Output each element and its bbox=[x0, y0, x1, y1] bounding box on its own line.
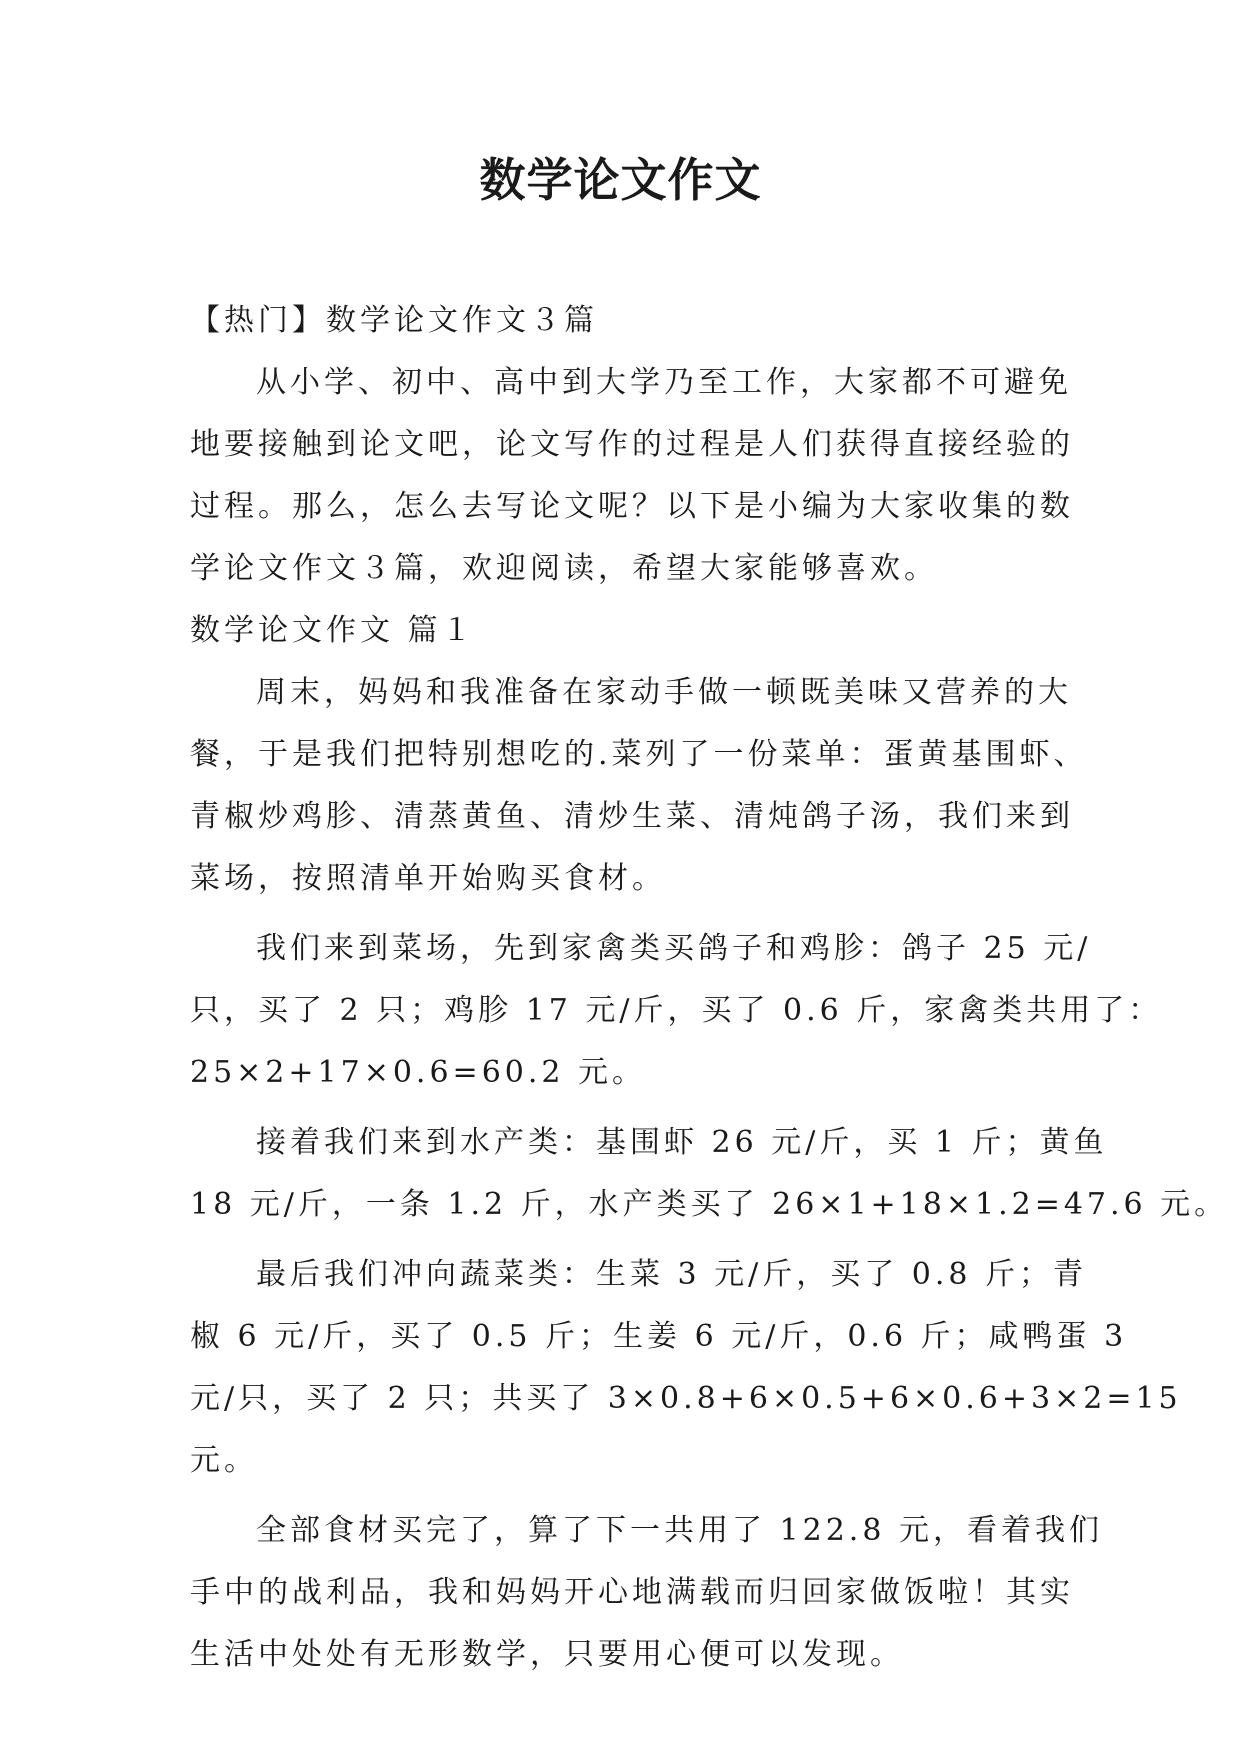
text-line: 18 元/斤，一条 1.2 斤，水产类买了 26×1+18×1.2=47.6 元。 bbox=[190, 1187, 1229, 1222]
page-title: 数学论文作文 bbox=[479, 153, 762, 207]
text-line: 菜场，按照清单开始购买食材。 bbox=[190, 861, 666, 896]
text-line: 椒 6 元/斤，买了 0.5 斤；生姜 6 元/斤，0.6 斤；咸鸭蛋 3 bbox=[190, 1319, 1128, 1354]
text-line: 学论文作文３篇，欢迎阅读，希望大家能够喜欢。 bbox=[190, 551, 938, 586]
text-line: 生活中处处有无形数学，只要用心便可以发现。 bbox=[190, 1637, 904, 1672]
text-line: 元。 bbox=[190, 1443, 258, 1478]
text-line: 餐，于是我们把特别想吃的.菜列了一份菜单：蛋黄基围虾、 bbox=[190, 737, 1088, 772]
text-line: 只，买了 2 只；鸡胗 17 元/斤，买了 0.6 斤，家禽类共用了： bbox=[190, 993, 1163, 1028]
text-line: 青椒炒鸡胗、清蒸黄鱼、清炒生菜、清炖鸽子汤，我们来到 bbox=[190, 799, 1074, 834]
text-line: 过程。那么，怎么去写论文呢？以下是小编为大家收集的数 bbox=[190, 489, 1074, 524]
text-line: 25×2+17×0.6=60.2 元。 bbox=[190, 1055, 647, 1090]
text-line: 元/只，买了 2 只；共买了 3×0.8+6×0.5+6×0.6+3×2=15 bbox=[190, 1381, 1182, 1416]
text-line: 我们来到菜场，先到家禽类买鸽子和鸡胗：鸽子 25 元/ bbox=[256, 931, 1092, 966]
document-body bbox=[190, 290, 1229, 1686]
text-line: 接着我们来到水产类：基围虾 26 元/斤，买 1 斤；黄鱼 bbox=[256, 1125, 1108, 1160]
text-line: 数学论文作文 篇１ bbox=[190, 613, 476, 648]
text-line: 手中的战利品，我和妈妈开心地满载而归回家做饭啦！其实 bbox=[190, 1575, 1074, 1610]
text-line: 【热门】数学论文作文３篇 bbox=[190, 303, 598, 338]
text-line: 周末，妈妈和我准备在家动手做一顿既美味又营养的大 bbox=[256, 675, 1072, 710]
text-line: 最后我们冲向蔬菜类：生菜 3 元/斤，买了 0.8 斤；青 bbox=[256, 1257, 1088, 1292]
text-line: 从小学、初中、高中到大学乃至工作，大家都不可避免 bbox=[256, 365, 1072, 400]
text-line: 全部食材买完了，算了下一共用了 122.8 元，看着我们 bbox=[256, 1513, 1103, 1548]
text-line: 地要接触到论文吧，论文写作的过程是人们获得直接经验的 bbox=[190, 427, 1074, 462]
